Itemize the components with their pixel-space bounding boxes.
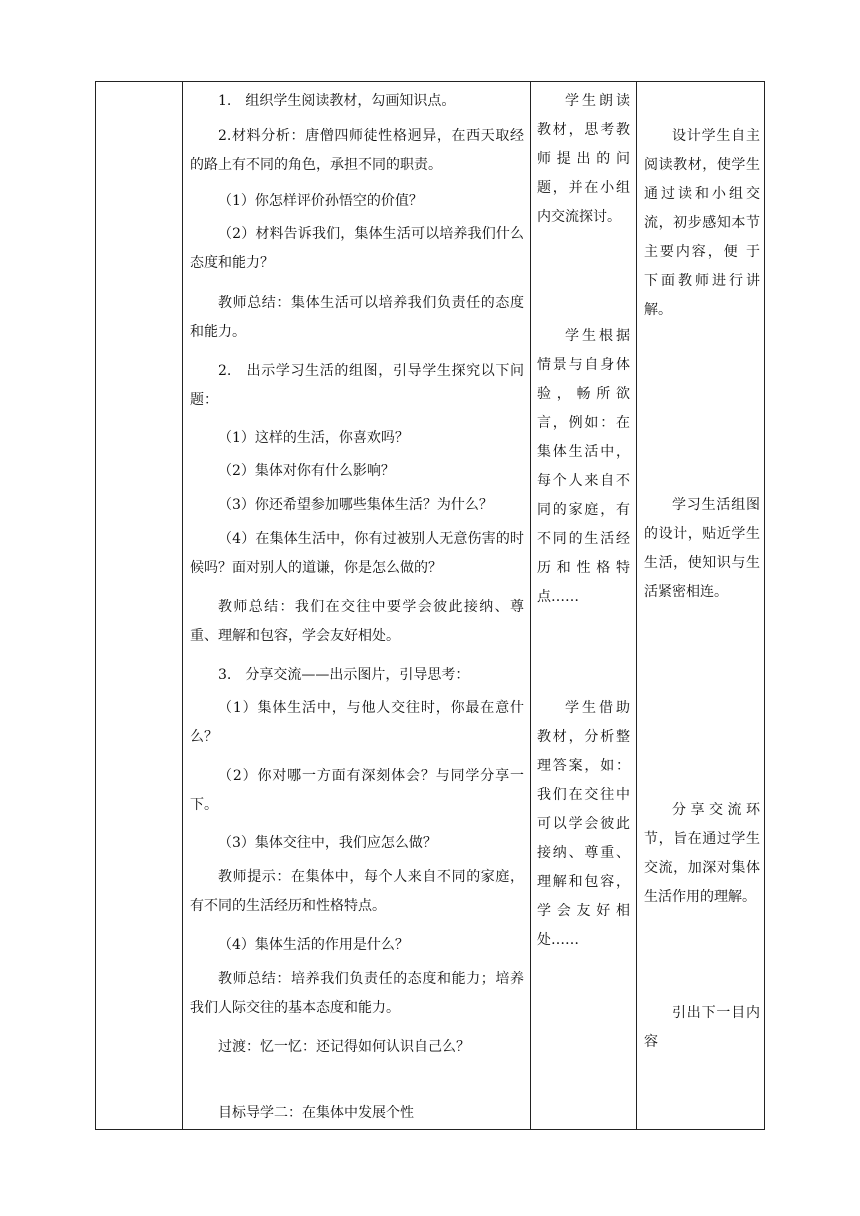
design-intent: 设计学生自主阅读教材，使学生通过读和小组交流，初步感知本节主要内容，便 于下面教师进行讲解。 bbox=[644, 128, 760, 318]
activity-step-3: 3. 分享交流——出示图片，引导思考： bbox=[218, 667, 470, 683]
blank-first-column bbox=[96, 82, 182, 1129]
design-intent: 引出下一目内容 bbox=[644, 1005, 760, 1050]
column-divider bbox=[182, 82, 183, 1129]
objective-heading: 目标导学二：在集体中发展个性 bbox=[218, 1105, 414, 1121]
activity-step-2: 2. 出示学习生活的组图，引导学生探究以下问题： bbox=[190, 363, 524, 408]
question: （1）集体生活中，与他人交往时，你最在意什么？ bbox=[190, 700, 524, 745]
design-intent: 分享交流环节，旨在通过学生交流，加深对集体生活作用的理解。 bbox=[644, 802, 760, 905]
column-divider bbox=[636, 82, 637, 1129]
teacher-summary: 教师总结：集体生活可以培养我们负责任的态度和能力。 bbox=[190, 295, 524, 340]
column-divider bbox=[530, 82, 531, 1129]
teacher-summary: 教师总结：培养我们负责任的态度和能力；培养我们人际交往的基本态度和能力。 bbox=[190, 971, 524, 1016]
question: （3）集体交往中，我们应怎么做？ bbox=[218, 835, 437, 851]
student-activity: 学生借助教材，分析整理答案，如：我们在交往中可以学会彼此接纳、尊重、理解和包容，学会友好相处…… bbox=[537, 700, 630, 948]
question: （4）在集体生活中，你有过被别人无意伤害的时候吗？面对别人的道谦，你是怎么做的？ bbox=[190, 531, 524, 576]
question: （4）集体生活的作用是什么？ bbox=[218, 937, 409, 953]
teacher-tip: 教师提示：在集体中，每个人来自不同的家庭，有不同的生活经历和性格特点。 bbox=[190, 869, 524, 914]
design-intent-cell bbox=[644, 82, 760, 1129]
design-intent: 学习生活组图的设计，贴近学生生活，使知识与生活紧密相连。 bbox=[644, 497, 760, 600]
material-analysis: 2.材料分析：唐僧四师徒性格迥异，在西天取经的路上有不同的角色，承担不同的职责。 bbox=[190, 128, 524, 173]
lesson-plan-table bbox=[95, 81, 765, 1130]
question: （1）你怎样评价孙悟空的价值？ bbox=[218, 193, 423, 209]
question: （2）集体对你有什么影响？ bbox=[218, 463, 395, 479]
teacher-summary: 教师总结：我们在交往中要学会彼此接纳、尊重、理解和包容，学会友好相处。 bbox=[190, 599, 524, 644]
student-activity: 学生根据情景与自身体验，畅所欲言，例如：在集体生活中，每个人来自不同的家庭，有不同的生活经历和性格特点…… bbox=[537, 328, 630, 605]
activity-step-1: 1. 组织学生阅读教材，勾画知识点。 bbox=[218, 93, 456, 109]
transition: 过渡：忆一忆：还记得如何认识自己么？ bbox=[218, 1039, 470, 1055]
question: （3）你还希望参加哪些集体生活？为什么？ bbox=[218, 497, 493, 513]
teacher-activity-cell bbox=[190, 82, 524, 1129]
student-activity-cell bbox=[537, 82, 630, 1129]
student-activity: 学生朗读教材，思考教师提出的问题，并在小组内交流探讨。 bbox=[537, 93, 630, 225]
question: （1）这样的生活，你喜欢吗？ bbox=[218, 430, 409, 446]
question: （2）你对哪一方面有深刻体会？与同学分享一下。 bbox=[190, 768, 524, 813]
question: （2）材料告诉我们，集体生活可以培养我们什么态度和能力？ bbox=[190, 226, 524, 271]
